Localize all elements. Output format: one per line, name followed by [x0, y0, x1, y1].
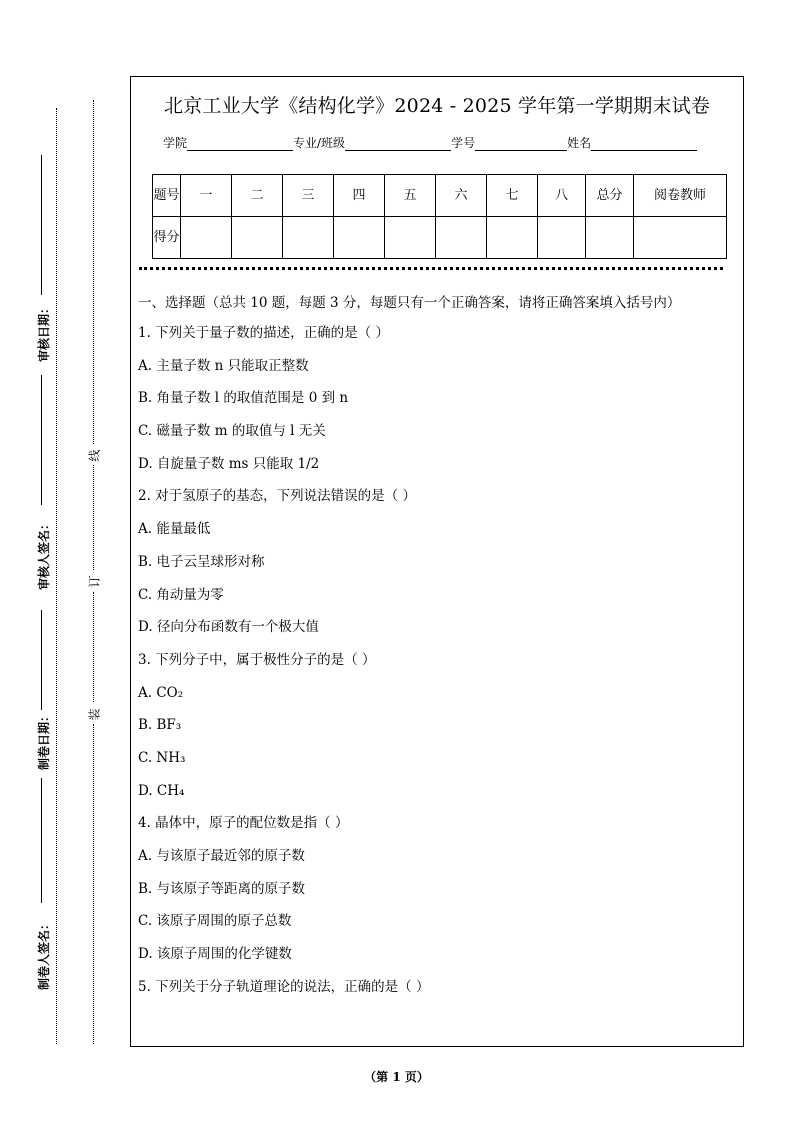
score-table-header-row — [153, 175, 727, 217]
score-cell[interactable] — [385, 217, 436, 259]
option-a: A. 能量最低 — [138, 521, 211, 538]
score-col-total: 总分 — [586, 175, 634, 217]
questions-area — [138, 292, 729, 1008]
option-c: C. NH₃ — [138, 749, 186, 766]
page-number: （第 1 页） — [364, 1070, 429, 1084]
student-info-row — [163, 134, 697, 151]
question-stem: 3. 下列分子中，属于极性分子的是（ ） — [138, 651, 376, 668]
option-d: D. CH₄ — [138, 782, 185, 799]
question-stem: 4. 晶体中，原子的配位数是指（ ） — [138, 815, 349, 832]
dotted-seal-line-outer — [56, 108, 57, 1044]
binding-char-line: 线 — [87, 449, 102, 462]
reviewer-sign-line — [41, 375, 42, 505]
dotted-seal-line-2 — [93, 465, 94, 570]
dotted-seal-line-3 — [93, 592, 94, 702]
score-cell[interactable] — [232, 217, 283, 259]
exam-title: 北京工业大学《结构化学》2024 - 2025 学年第一学期期末试卷 — [163, 95, 711, 117]
reviewer-sign-label: 审核人签名： — [37, 517, 51, 590]
score-cell[interactable] — [283, 217, 334, 259]
option-c: C. 角动量为零 — [138, 586, 224, 603]
question-stem: 2. 对于氢原子的基态，下列说法错误的是（ ） — [138, 488, 416, 505]
major-field[interactable] — [345, 137, 451, 151]
student-id-field[interactable] — [475, 137, 567, 151]
option-a: A. 主量子数 n 只能取正整数 — [138, 357, 309, 374]
score-col-grader: 阅卷教师 — [634, 175, 727, 217]
score-cell[interactable] — [634, 217, 727, 259]
maker-date-label: 制卷日期： — [37, 709, 51, 770]
college-field[interactable] — [187, 137, 293, 151]
score-cell[interactable] — [334, 217, 385, 259]
maker-sign-line — [41, 778, 42, 903]
question-stem: 1. 下列关于量子数的描述，正确的是（ ） — [138, 325, 389, 341]
name-field[interactable] — [591, 137, 697, 151]
option-b: B. 与该原子等距离的原子数 — [138, 880, 306, 897]
score-col-5: 五 — [385, 175, 436, 217]
score-cell[interactable] — [181, 217, 232, 259]
score-col-4: 四 — [334, 175, 385, 217]
score-col-2: 二 — [232, 175, 283, 217]
score-col-6: 六 — [436, 175, 487, 217]
student-id-label: 学号 — [451, 136, 476, 150]
maker-sign-label: 制卷人签名： — [37, 917, 51, 990]
option-b: B. BF₃ — [138, 717, 182, 734]
name-label: 姓名 — [567, 136, 592, 150]
reviewer-date-label: 审核日期： — [37, 301, 51, 362]
question-stem: 5. 下列关于分子轨道理论的说法，正确的是（ ） — [138, 978, 430, 995]
score-table-score-row — [153, 217, 727, 259]
dotted-seal-line-1 — [93, 100, 94, 444]
score-col-7: 七 — [487, 175, 538, 217]
score-table — [152, 174, 727, 259]
option-a: A. 与该原子最近邻的原子数 — [138, 848, 305, 864]
score-table-row-label: 题号 — [153, 175, 181, 217]
score-cell[interactable] — [436, 217, 487, 259]
score-col-1: 一 — [181, 175, 232, 217]
score-table-row-label: 得分 — [153, 217, 181, 259]
binding-char-staple: 订 — [87, 575, 102, 588]
score-cell[interactable] — [586, 217, 634, 259]
option-c: C. 磁量子数 m 的取值与 l 无关 — [138, 423, 326, 440]
option-b: B. 电子云呈球形对称 — [138, 553, 265, 570]
score-cell[interactable] — [487, 217, 538, 259]
score-cell[interactable] — [538, 217, 586, 259]
option-b: B. 角量子数 l 的取值范围是 0 到 n — [138, 390, 349, 407]
maker-date-line — [41, 610, 42, 710]
dotted-seal-line-4 — [93, 724, 94, 1044]
college-label: 学院 — [163, 136, 188, 150]
binding-char-pack: 装 — [87, 708, 102, 721]
option-d: D. 自旋量子数 ms 只能取 1/2 — [138, 455, 320, 472]
score-col-3: 三 — [283, 175, 334, 217]
exam-frame — [130, 76, 744, 1047]
binding-margin — [0, 0, 128, 1122]
option-d: D. 该原子周围的化学键数 — [138, 946, 292, 963]
option-d: D. 径向分布函数有一个极大值 — [138, 619, 319, 636]
option-a: A. CO₂ — [138, 684, 184, 701]
option-c: C. 该原子周围的原子总数 — [138, 913, 292, 930]
reviewer-date-line — [41, 155, 42, 295]
score-col-8: 八 — [538, 175, 586, 217]
major-label: 专业/班级 — [293, 136, 346, 150]
section-title: 一、选择题（总共 10 题，每题 3 分，每题只有一个正确答案，请将正确答案填入括号内） — [138, 295, 681, 311]
dotted-divider — [139, 267, 723, 270]
